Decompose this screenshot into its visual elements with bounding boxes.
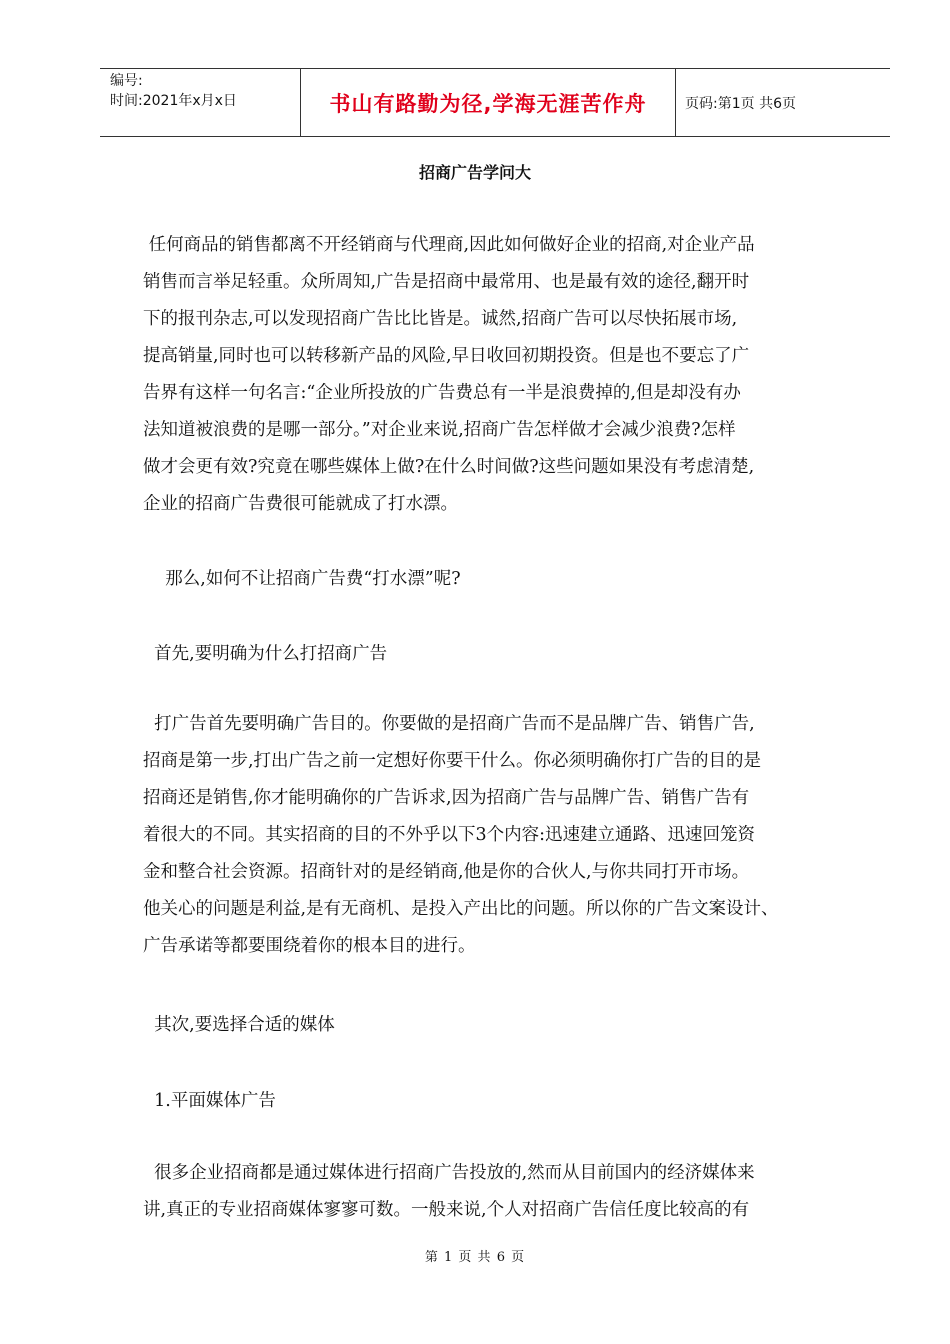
text-line: 很多企业招商都是通过媒体进行招商广告投放的,然而从目前国内的经济媒体来	[143, 1163, 755, 1183]
document-title: 招商广告学问大	[418, 163, 531, 182]
text-line: 招商是第一步,打出广告之前一定想好你要干什么。你必须明确你打广告的目的是	[143, 751, 762, 771]
text-line: 打广告首先要明确广告目的。你要做的是招商广告而不是品牌广告、销售广告,	[143, 714, 755, 734]
heading-print-media	[143, 1083, 843, 1120]
text-line: 招商还是销售,你才能明确你的广告诉求,因为招商广告与品牌广告、销售广告有	[143, 788, 750, 808]
page-header	[100, 68, 890, 137]
header-page-info: 页码:第1页 共6页	[685, 95, 796, 112]
text-line: 1.平面媒体广告	[143, 1091, 276, 1111]
text-line: 讲,真正的专业招商媒体寥寥可数。一般来说,个人对招商广告信任度比较高的有	[143, 1200, 750, 1220]
text-line: 做才会更有效?究竟在哪些媒体上做?在什么时间做?这些问题如果没有考虑清楚,	[143, 457, 755, 477]
text-line: 广告承诺等都要围绕着你的根本目的进行。	[143, 936, 476, 956]
text-line: 他关心的问题是利益,是有无商机、是投入产出比的问题。所以你的广告文案设计、	[143, 899, 779, 919]
paragraph-intro	[143, 227, 843, 523]
text-line: 首先,要明确为什么打招商广告	[143, 644, 388, 664]
text-line: 其次,要选择合适的媒体	[143, 1015, 335, 1035]
text-line: 下的报刊杂志,可以发现招商广告比比皆是。诚然,招商广告可以尽快拓展市场,	[143, 309, 738, 329]
paragraph-print-media	[143, 1155, 843, 1229]
header-meta	[100, 69, 301, 136]
paragraph-question	[143, 561, 843, 598]
text-line: 金和整合社会资源。招商针对的是经销商,他是你的合伙人,与你共同打开市场。	[143, 862, 750, 882]
text-line: 告界有这样一句名言:“企业所投放的广告费总有一半是浪费掉的,但是却没有办	[143, 383, 741, 403]
text-line: 法知道被浪费的是哪一部分。”对企业来说,招商广告怎样做才会减少浪费?怎样	[143, 420, 736, 440]
paragraph-purpose	[143, 706, 843, 965]
heading-first	[143, 636, 843, 673]
text-line: 那么,如何不让招商广告费“打水漂”呢?	[143, 569, 461, 589]
text-line: 企业的招商广告费很可能就成了打水漂。	[143, 494, 458, 514]
header-motto: 书山有路勤为径,学海无涯苦作舟	[301, 69, 676, 136]
heading-second	[143, 1007, 843, 1044]
header-time-label: 时间:2021年x月x日	[110, 93, 237, 109]
text-line: 任何商品的销售都离不开经销商与代理商,因此如何做好企业的招商,对企业产品	[143, 235, 755, 255]
text-line: 提高销量,同时也可以转移新产品的风险,早日收回初期投资。但是也不要忘了广	[143, 346, 750, 366]
page-footer: 第 1 页 共 6 页	[424, 1250, 526, 1265]
text-line: 着很大的不同。其实招商的目的不外乎以下3个内容:迅速建立通路、迅速回笼资	[143, 825, 756, 845]
text-line: 销售而言举足轻重。众所周知,广告是招商中最常用、也是最有效的途径,翻开时	[143, 272, 750, 292]
header-number-label: 编号:	[110, 73, 143, 89]
